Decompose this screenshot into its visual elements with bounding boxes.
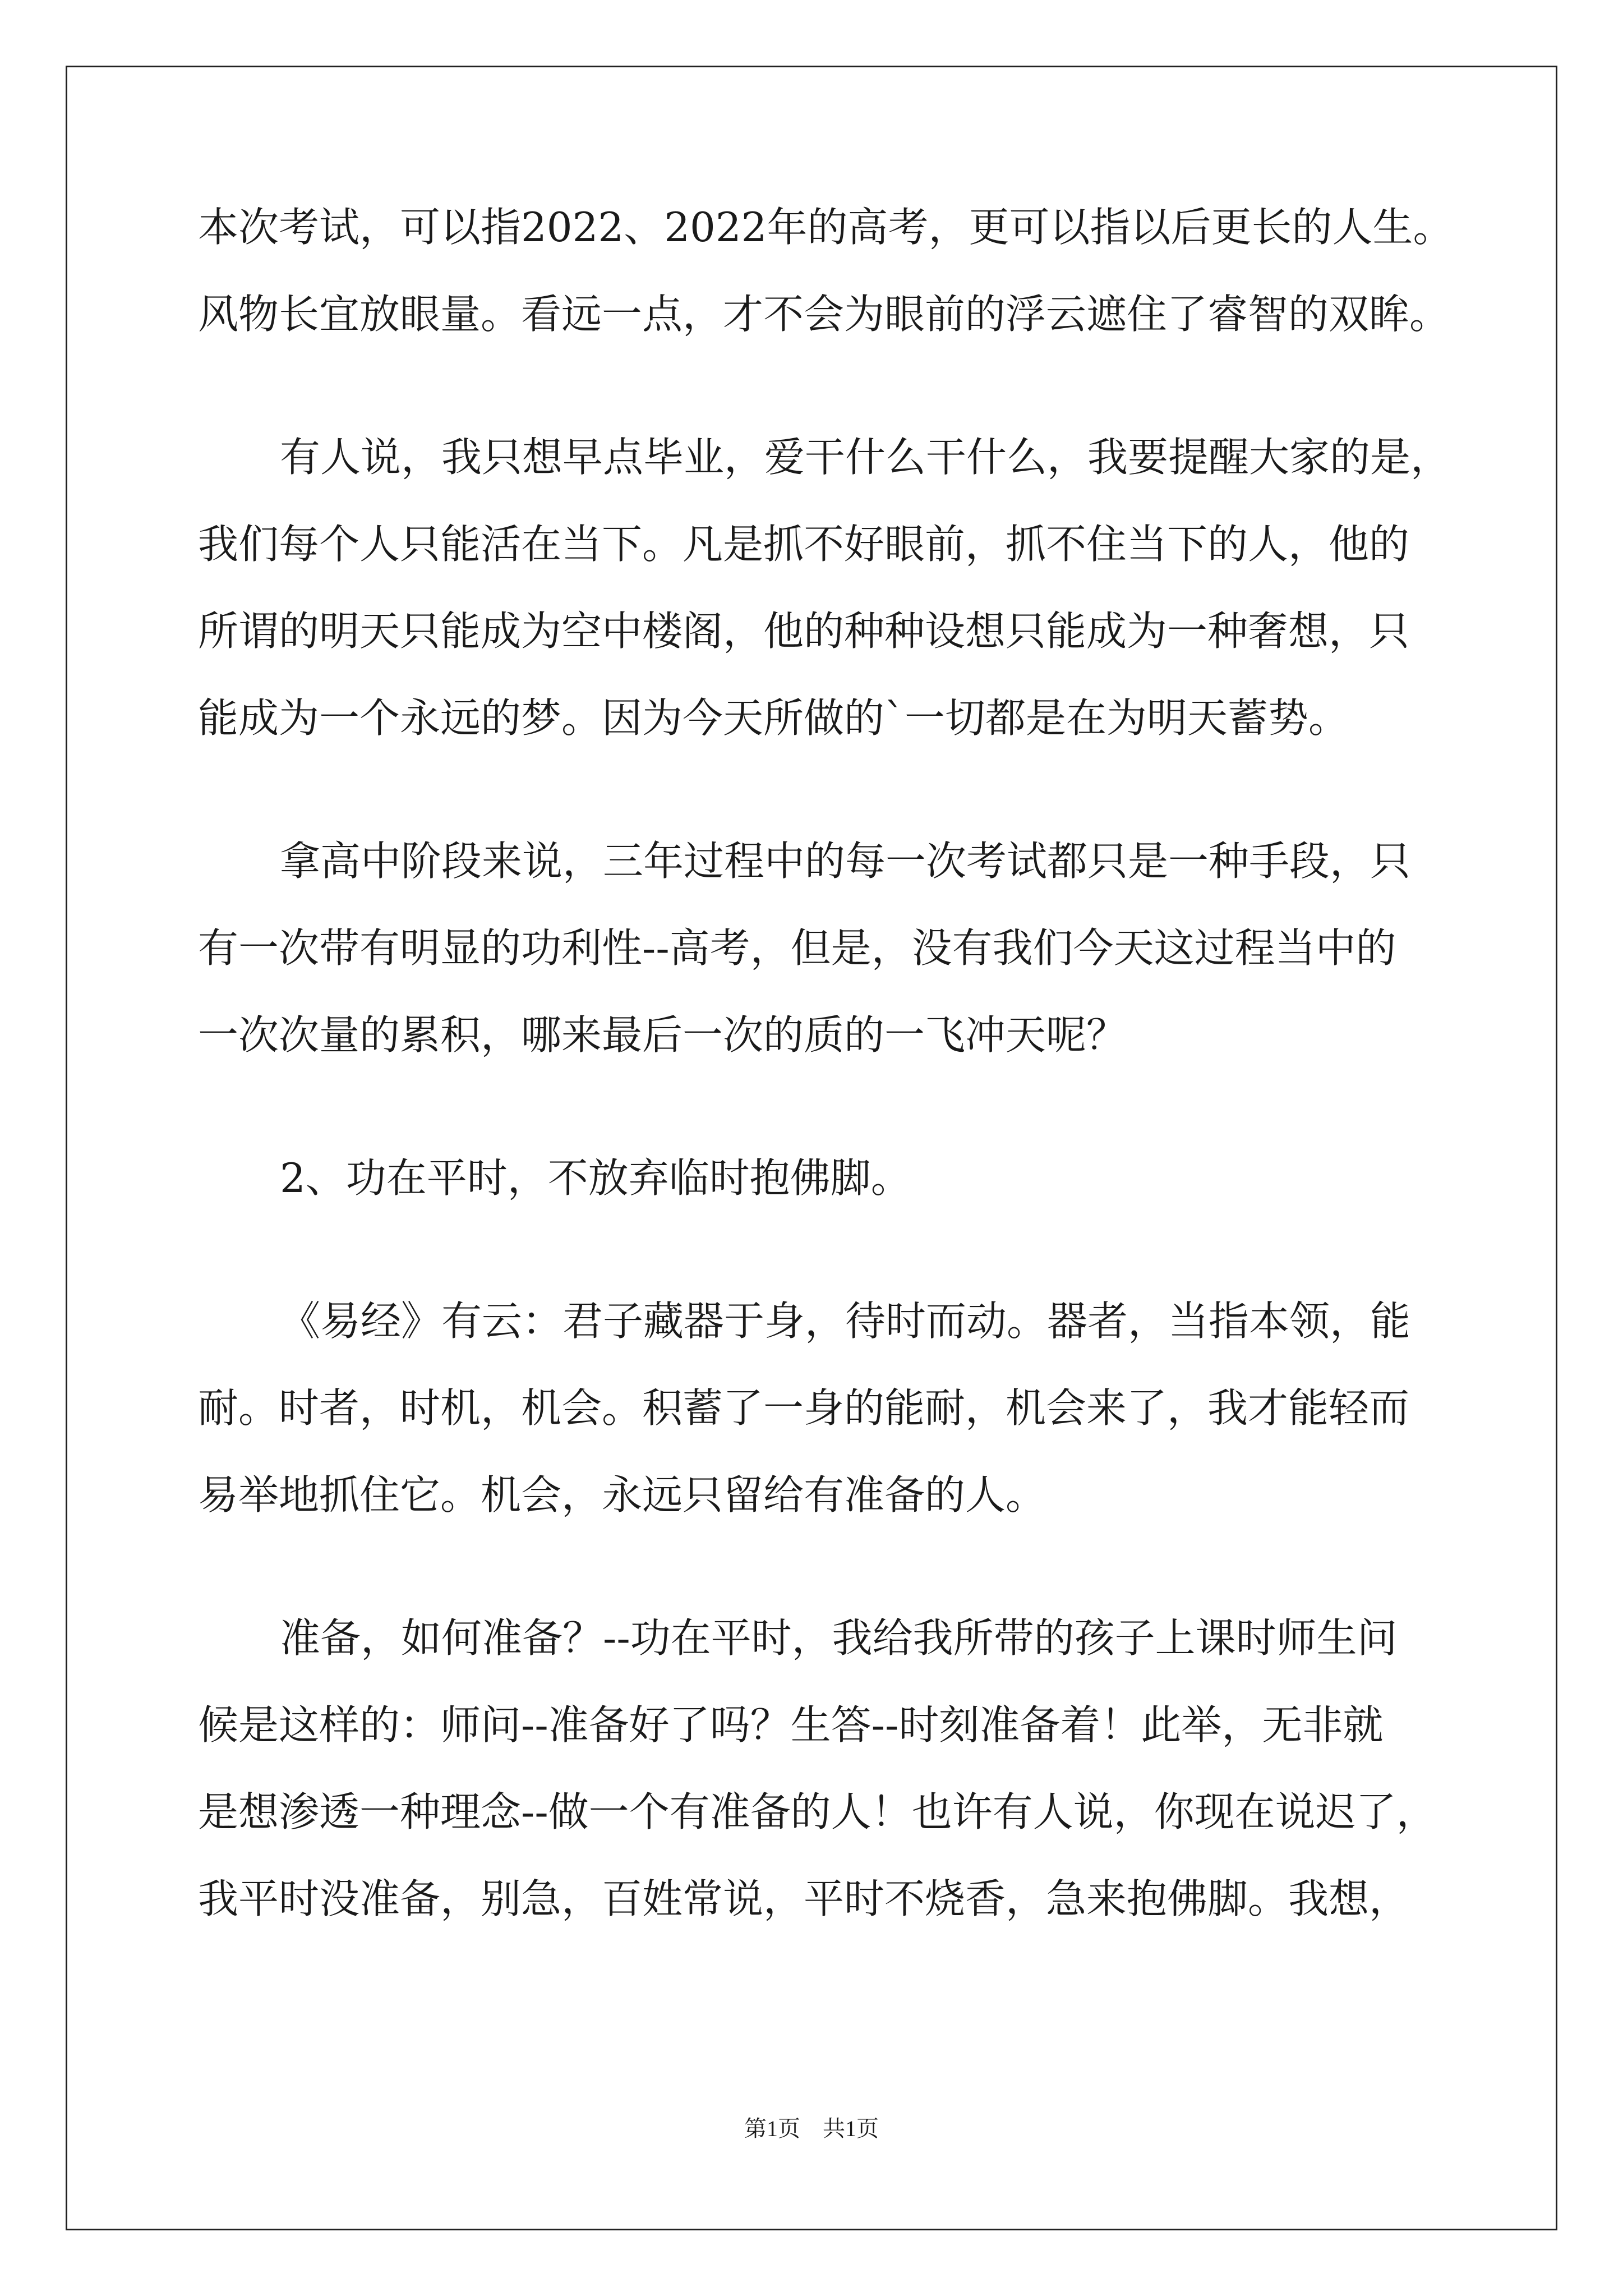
paragraph-start-line: 有人说，我只想早点毕业，爱干什么干什么，我要提醒大家的是，	[280, 434, 1451, 481]
text-line: 一次次量的累积，哪来最后一次的质的一飞冲天呢？	[198, 1011, 1127, 1059]
section-heading: 2、功在平时，不放弃临时抱佛脚。	[280, 1154, 911, 1202]
text-line: 我平时没准备，别急，百姓常说，平时不烧香，急来抱佛脚。我想，	[198, 1875, 1410, 1922]
text-line: 本次考试，可以指2022、2022年的高考，更可以指以后更长的人生。	[198, 204, 1454, 251]
text-line: 是想渗透一种理念--做一个有准备的人！也许有人说，你现在说迟了，	[198, 1788, 1437, 1835]
text-line: 能成为一个永远的梦。因为今天所做的`一切都是在为明天蓄势。	[198, 694, 1349, 742]
text-line: 耐。时者，时机，机会。积蓄了一身的能耐，机会来了，我才能轻而	[198, 1384, 1410, 1432]
paragraph-start-line: 拿高中阶段来说，三年过程中的每一次考试都只是一种手段，只	[280, 838, 1411, 885]
paragraph-start-line: 《易经》有云：君子藏器于身，待时而动。器者，当指本领，能	[280, 1297, 1411, 1345]
text-line: 风物长宜放眼量。看远一点，才不会为眼前的浮云遮住了睿智的双眸。	[198, 291, 1450, 338]
text-line: 候是这样的：师问--准备好了吗？生答--时刻准备着！此举，无非就	[198, 1701, 1384, 1749]
paragraph-start-line: 准备，如何准备？--功在平时，我给我所带的孩子上课时师生问	[280, 1614, 1398, 1662]
text-line: 易举地抓住它。机会，永远只留给有准备的人。	[198, 1471, 1046, 1519]
text-line: 所谓的明天只能成为空中楼阁，他的种种设想只能成为一种奢想，只	[198, 608, 1410, 655]
page-number-footer: 第1页 共1页	[744, 2116, 879, 2141]
text-line: 我们每个人只能活在当下。凡是抓不好眼前，抓不住当下的人，他的	[198, 521, 1410, 568]
text-line: 有一次带有明显的功利性--高考，但是，没有我们今天这过程当中的	[198, 924, 1396, 972]
